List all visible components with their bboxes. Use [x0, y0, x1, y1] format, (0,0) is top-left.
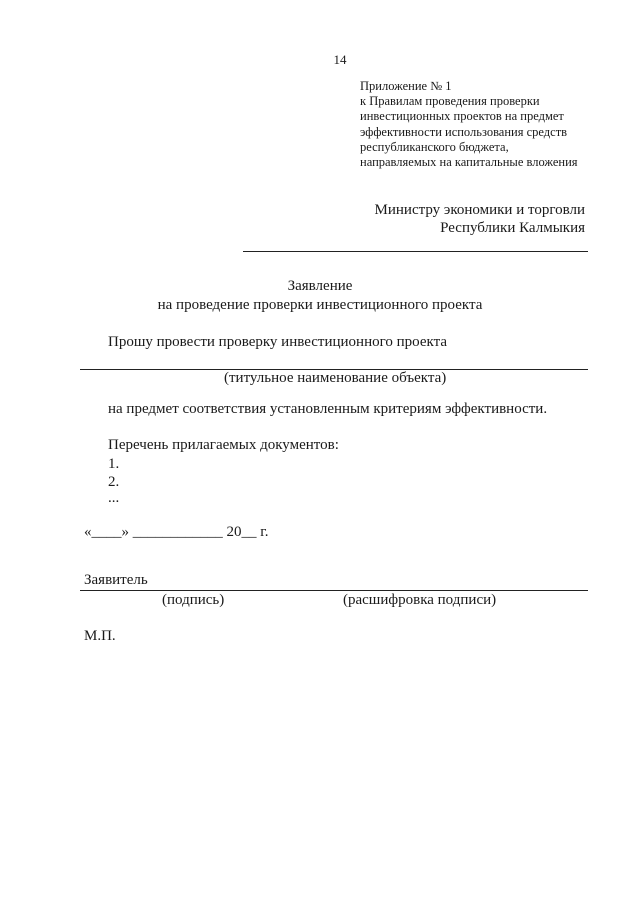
date-line: «____» ____________ 20__ г. — [84, 524, 269, 540]
recipient-block — [375, 201, 585, 237]
documents-heading: Перечень прилагаемых документов: — [108, 437, 339, 453]
page-number: 14 — [333, 52, 347, 67]
appendix-line: к Правилам проведения проверки — [360, 94, 540, 109]
appendix-line: Приложение № 1 — [360, 79, 452, 93]
appendix-line: эффективности использования средств — [360, 124, 568, 139]
recipient-underline — [243, 251, 588, 252]
signature-decoding-caption: (расшифровка подписи) — [343, 592, 497, 608]
applicant-label: Заявитель — [84, 572, 148, 588]
documents-item: 2. — [108, 474, 120, 490]
documents-item: ... — [108, 490, 120, 506]
object-name-caption: (титульное наименование объекта) — [224, 370, 447, 386]
appendix-line: республиканского бюджета, — [360, 139, 509, 154]
signature-caption: (подпись) — [162, 592, 225, 608]
appendix-line: направляемых на капитальные вложения — [360, 155, 578, 170]
appendix-line: инвестиционных проектов на предмет — [360, 109, 564, 124]
appendix-header — [360, 79, 578, 170]
title-line-1: Заявление — [287, 278, 353, 294]
title-line-2: на проведение проверки инвестиционного проекта — [157, 297, 483, 313]
documents-item: 1. — [108, 456, 120, 472]
applicant-signature-line — [80, 590, 588, 591]
recipient-line-2: Республики Калмыкия — [440, 220, 585, 236]
recipient-line-1: Министру экономики и торговли — [374, 202, 585, 218]
document-title — [0, 277, 640, 315]
request-text: Прошу провести проверку инвестиционного проекта — [108, 334, 447, 350]
seal-placeholder: М.П. — [84, 628, 116, 644]
criteria-text: на предмет соответствия установленным критериям эффективности. — [108, 401, 548, 417]
